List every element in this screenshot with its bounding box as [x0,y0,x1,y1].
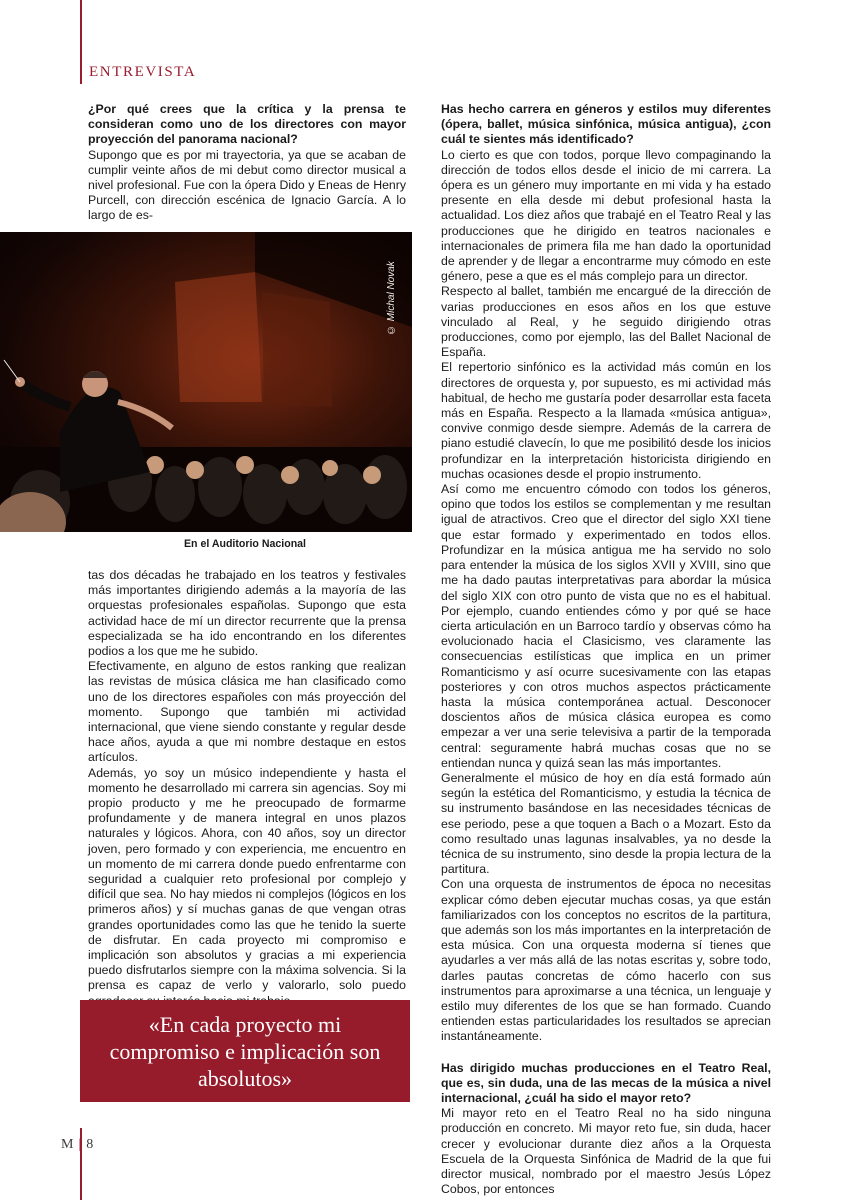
magazine-mark: M [61,1137,74,1152]
answer-1-paragraph: tas dos décadas he trabajado en los teatros y festivales más importantes dirigiendo además a la mayoría de las orquestas profesionales españolas. Supongo que esta actividad hace de mí un director recurrente que la prensa especializada se ha ido encontrando en los diferentes podios a los que me he subido. [88,568,406,659]
photo-credit: © Michal Novak [386,261,397,335]
answer-2-paragraph: Así como me encuentro cómodo con todos los géneros, opino que todos los estilos se complementan y me resultan igual de atractivos. Creo que el director del siglo XXI tiene que estar formado y experimentado en todos ellos. Profundizar en la música antigua me ha servido no solo para entender la música de los siglos XVII y XVIII, sino que me ha dado pautas interpretativas para abordar la música del siglo XIX con otro punto de vista que no es el habitual. Por ejemplo, cuando entiendes cómo y por qué se hace cierta articulación en un Barroco tardío y observas cómo ha evolucionado hacia el Clasicismo, ves claramente las consecuencias estilísticas que implica en un primer Romanticismo y así ocurre sucesivamente con las etapas posteriores y con otros muchos aspectos prácticamente hasta la música contemporánea actual. Desconocer doscientos años de música clásica europea es como empezar a ver una serie televisiva a partir de la temporada central: seguramente habrá muchas cosas que no se entiendan nunca y quizá sean las más importantes. [441,482,771,770]
question-2: Has hecho carrera en géneros y estilos muy diferentes (ópera, ballet, música sinfónica, música antigua), ¿con cuál te sientes más identificado? [441,102,771,147]
section-label: ENTREVISTA [89,64,197,80]
answer-2-paragraph: Con una orquesta de instrumentos de época no necesitas explicar cómo deben ejecutar muchas cosas, ya que están familiarizados con los conceptos no escritos de la partitura, que además son los más importantes en la interpretación de esta música. Con una orquesta moderna sí tienes que ayudarles a ver más allá de las notas escritas y, sobre todo, darles pautas concretas de cómo hacerlo con sus instrumentos para aproximarse a una técnica, un lenguaje y estilo muy diferentes de los que se han formado. Cuando entienden estas particularidades los resultados se aprecian instantáneamente. [441,877,771,1044]
answer-2-paragraph: Respecto al ballet, también me encargué de la dirección de varias producciones en esos años en los que estuve vinculado al Real, y he seguido dirigiendo otras producciones, como por ejemplo, las del Ballet Nacional de España. [441,284,771,360]
photo-caption: En el Auditorio Nacional [183,538,307,550]
pull-quote: «En cada proyecto mi compromiso e implicación son absolutos» [80,1000,410,1102]
page-footer [61,1137,93,1153]
answer-2-paragraph: Generalmente el músico de hoy en día está formado aún según la estética del Romanticismo, y estudia la técnica de su instrumento basándose en las necesidades técnicas de ese periodo, pese a que toquen a Bach o a Mozart. Esto da como resultado unas lagunas insalvables, ya no desde la técnica de su instrumento, sino desde la propia lectura de la partitura. [441,770,771,877]
answer-1-paragraph: Además, yo soy un músico independiente y hasta el momento he desarrollado mi carrera sin agencias. Soy mi propio producto y me he preocupado de formarme profundamente y de manera integral en unos plazos naturales y lógicos. Ahora, con 40 años, soy un director joven, pero formado y con experiencia, me encuentro en un momento de mi carrera donde puedo enfrentarme con seguridad a cualquier reto profesional por complejo y difícil que sea. No hay miedos ni complejos (lógicos en los primeros años) y sí muchas ganas de que vengan otras grandes oportunidades como las que he tenido la suerte de disfrutar. En cada proyecto mi compromiso e implicación son absolutos y gracias a mi experiencia puedo disfrutarlos siempre con la máxima solvencia. Si la prensa es capaz de verlo y valorarlo, solo puedo [88,765,406,993]
left-column-top [88,102,406,224]
conductor-photo [0,232,412,532]
answer-3-start: Mi mayor reto en el Teatro Real no ha sido ninguna producción en concreto. Mi mayor reto fue, sin duda, hacer crecer y evolucionar durante diez años a la Orquesta Escuela de la Orquesta Sinfónica de Madrid de la que fui director musical, nombrado por el maestro Jesús López Cobos, por entonces [441,1106,771,1197]
question-3: Has dirigido muchas producciones en el Teatro Real, que es, sin duda, una de las mecas de la música a nivel internacional, ¿cuál ha sido el mayor reto? [441,1060,771,1105]
answer-1-start: Supongo que es por mi trayectoria, ya que se acaban de cumplir veinte años de mi debut como director musical a nivel profesional. Fue con la ópera Dido y Eneas de Henry Purcell, con dirección escénica de Ignacio García. A lo largo de es- [88,147,406,223]
concert-illustration [0,232,412,532]
answer-2-paragraph: El repertorio sinfónico es la actividad más común en los directores de orquesta y, por supuesto, es mi actividad más habitual, de hecho me gustaría poder desarrollar esta faceta más en España. Respecto a la llamada «música antigua», convive conmigo desde siempre. Además de la carrera de piano estudié clavecín, lo que me posibilitó desde los inicios profundizar en la interpretación historicista dirigiendo en muchas ocasiones desde el propio instrumento. [441,360,771,481]
answer-1-paragraph: Efectivamente, en alguno de estos ranking que realizan las revistas de música clásica me han clasificado como uno de los directores españoles con más proyección del momento. Supongo que también mi actividad internacional, que viene siendo constante y regular desde hace años, ayuda a que mi nombre destaque en estos artículos. [88,659,406,765]
right-column [441,102,771,1197]
page-number: 8 [86,1137,94,1152]
top-accent-rule [80,0,82,84]
question-1: ¿Por qué crees que la crítica y la prensa te consideran como uno de los directores con mayor proyección del panorama nacional? [88,102,406,147]
left-column-bottom [88,568,406,1009]
footer-separator: | [78,1137,82,1152]
answer-2-paragraph: Lo cierto es que con todos, porque llevo compaginando la dirección de todos ellos desde el inicio de mi carrera. La ópera es un género muy importante en mi vida y ha estado presente en ella desde mi debut profesional hasta la actualidad. Los diez años que trabajé en el Teatro Real y las producciones que he dirigido en teatros nacionales e internacionales de primera fila me han dado la oportunidad de aprender y de llegar a encontrarme muy cómodo en este género, pese a que es el más complejo para un director. [441,147,771,284]
